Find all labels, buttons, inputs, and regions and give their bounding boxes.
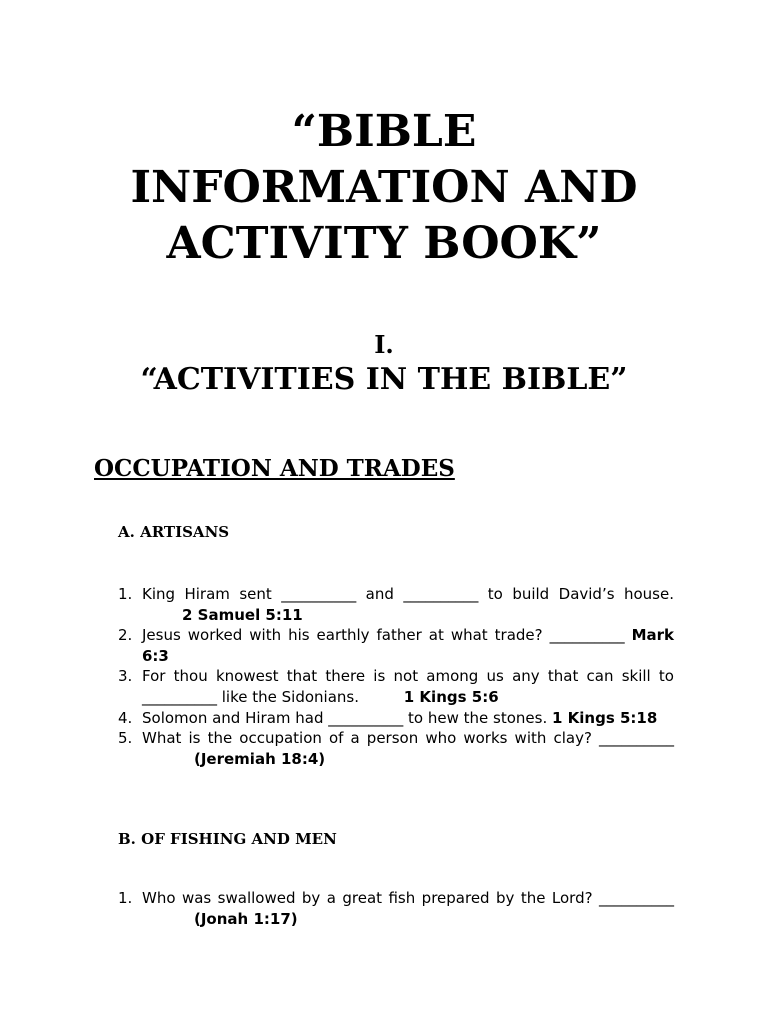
question-number: 1. [118,889,133,907]
subsection-heading-fishing: B. OF FISHING AND MEN [118,830,337,848]
book-title-line-2: INFORMATION AND [130,162,638,213]
list-item [118,888,674,929]
question-text: What is the occupation of a person who works with clay? __________ [142,729,674,748]
list-item [118,728,674,769]
book-title-line-1: “BIBLE [291,106,477,157]
question-number: 2. [118,626,133,645]
question-number: 1. [118,585,133,603]
list-item [118,584,674,625]
subsection-heading-artisans: A. ARTISANS [118,523,230,541]
book-title-line-3: ACTIVITY BOOK” [166,218,602,269]
question-text: Solomon and Hiram had __________ to hew the stones. [142,708,548,727]
question-list-artisans [118,584,674,769]
question-number: 5. [118,729,133,748]
question-text: Who was swallowed by a great fish prepared by the Lord? __________ [142,889,674,907]
list-item [118,625,674,666]
question-number: 4. [118,708,133,727]
question-text: Jesus worked with his earthly father at what trade? __________ [142,626,625,645]
question-text: King Hiram sent __________ and __________ to build David’s house. [142,585,674,603]
scripture-reference: 1 Kings 5:6 [403,687,499,706]
scripture-reference: 1 Kings 5:18 [552,708,658,727]
list-item [118,666,674,707]
scripture-reference: (Jonah 1:17) [194,909,298,928]
scripture-reference: Mark 6:3 [142,626,674,665]
question-text: For thou knowest that there is not among us any that can skill to __________ like the Sidonians. [142,667,674,706]
scripture-reference: (Jeremiah 18:4) [194,749,326,768]
question-number: 3. [118,667,133,686]
list-item [118,708,674,729]
scripture-reference: 2 Samuel 5:11 [182,605,303,624]
part-numeral: I. [374,330,394,359]
part-title: “ACTIVITIES IN THE BIBLE” [140,362,628,397]
book-title [40,104,728,272]
section-heading: OCCUPATION AND TRADES [94,455,455,482]
question-list-fishing [118,888,674,929]
